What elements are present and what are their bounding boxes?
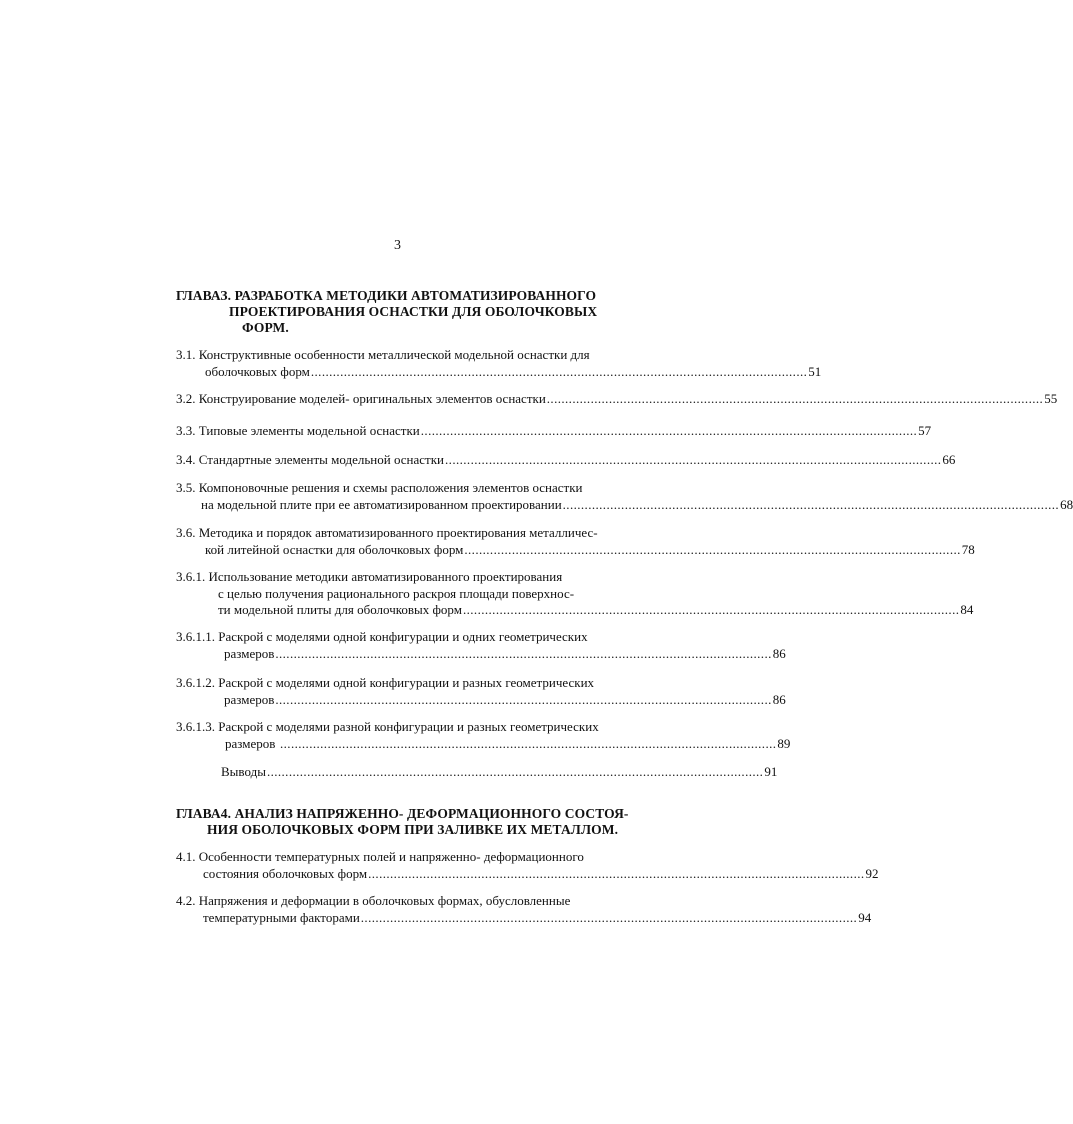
toc-entry-3-6-1-2 (176, 675, 786, 708)
toc-entry-3-6 (176, 525, 975, 558)
page-number: 3 (394, 238, 401, 253)
dot-leader: ........................................................................................................................................ (275, 645, 772, 661)
toc-label: на модельной плите при ее автоматизированном проектировании (201, 496, 562, 512)
toc-label: оболочковых форм (205, 363, 310, 379)
dot-leader: ........................................................................................................................................ (464, 541, 961, 557)
toc-line: 3.6.1.2. Раскрой с моделями одной конфигурации и разных геометрических (176, 675, 595, 690)
toc-entry-conclusions (176, 764, 778, 781)
toc-page: 66 (942, 452, 956, 467)
dot-leader: ........................................................................................................................................ (275, 691, 772, 707)
chapter-4-heading (176, 806, 646, 838)
toc-label: ти модельной плиты для оболочковых форм (218, 602, 462, 618)
toc-label: размеров (225, 735, 276, 751)
toc-label: 3.2. Конструирование моделей- оригинальных элементов оснастки (176, 391, 546, 406)
toc-entry-3-3 (176, 423, 932, 440)
toc-page: 55 (1044, 391, 1058, 406)
dot-leader: ........................................................................................................................................ (276, 735, 777, 751)
toc-label: состояния оболочковых форм (203, 865, 368, 881)
toc-line: 3.1. Конструктивные особенности металлической модельной оснастки для (176, 347, 590, 362)
toc-page: 91 (764, 764, 778, 779)
toc-line: 3.5. Компоновочные решения и схемы расположения элементов оснастки (176, 480, 583, 495)
toc-page: 92 (865, 865, 879, 881)
toc-entry-3-5 (176, 480, 1073, 513)
toc-label: кой литейной оснастки для оболочковых форм (205, 541, 464, 557)
toc-page: 94 (858, 909, 872, 925)
toc-line: 3.6.1.1. Раскрой с моделями одной конфигурации и одних геометрических (176, 629, 588, 644)
toc-line: 4.2. Напряжения и деформации в оболочковых формах, обусловленные (176, 893, 571, 908)
toc-entry-3-1 (176, 347, 822, 380)
toc-label: температурными факторами (203, 909, 360, 925)
toc-line: 3.6.1.3. Раскрой с моделями разной конфигурации и разных геометрических (176, 719, 599, 734)
chapter-4-heading-line: ГЛАВА4. АНАЛИЗ НАПРЯЖЕННО- ДЕФОРМАЦИОННОГО СОСТОЯ- (176, 806, 629, 821)
toc-line: 4.1. Особенности температурных полей и напряженно- деформационного (176, 849, 584, 864)
toc-line: 3.6. Методика и порядок автоматизированного проектирования металличес- (176, 525, 598, 540)
toc-entry-3-4 (176, 452, 956, 469)
chapter-4-heading-line: НИЯ ОБОЛОЧКОВЫХ ФОРМ ПРИ ЗАЛИВКЕ ИХ МЕТАЛЛОМ. (207, 822, 619, 837)
toc-label: 3.3. Типовые элементы модельной оснастки (176, 423, 420, 438)
toc-page: 86 (772, 691, 786, 707)
toc-entry-4-2 (176, 893, 872, 926)
dot-leader: ........................................................................................................................................ (445, 452, 942, 467)
chapter-3-heading-line: ФОРМ. (242, 320, 289, 335)
toc-label: 3.4. Стандартные элементы модельной оснастки (176, 452, 445, 467)
toc-page: 68 (1060, 496, 1073, 512)
toc-label: размеров (224, 691, 275, 707)
dot-leader: ........................................................................................................................................ (266, 764, 764, 779)
chapter-3-heading (176, 288, 646, 336)
toc-page: 84 (960, 602, 974, 618)
dot-leader: ........................................................................................................................................ (562, 496, 1060, 512)
toc-page: 51 (808, 363, 822, 379)
toc-page: 57 (918, 423, 932, 438)
dot-leader: ........................................................................................................................................ (368, 865, 865, 881)
toc-label: размеров (224, 645, 275, 661)
toc-page: 78 (961, 541, 975, 557)
toc-label: Выводы (221, 764, 266, 779)
dot-leader: ........................................................................................................................................ (360, 909, 858, 925)
toc-line: с целью получения рационального раскроя площади поверхнос- (218, 585, 575, 601)
toc-line: 3.6.1. Использование методики автоматизированного проектирования (176, 569, 563, 584)
dot-leader: ........................................................................................................................................ (420, 423, 918, 438)
toc-entry-3-6-1-1 (176, 629, 786, 662)
toc-entry-4-1 (176, 849, 879, 882)
toc-entry-3-6-1 (176, 569, 974, 619)
toc-page: 89 (777, 735, 791, 751)
dot-leader: ........................................................................................................................................ (310, 363, 808, 379)
dot-leader: ........................................................................................................................................ (462, 602, 960, 618)
chapter-3-heading-line: ГЛАВАЗ. РАЗРАБОТКА МЕТОДИКИ АВТОМАТИЗИРОВАННОГО (176, 288, 597, 303)
toc-entry-3-6-1-3 (176, 719, 791, 752)
chapter-3-heading-line: ПРОЕКТИРОВАНИЯ ОСНАСТКИ ДЛЯ ОБОЛОЧКОВЫХ (229, 304, 598, 319)
toc-page: 86 (772, 645, 786, 661)
toc-entry-3-2 (176, 391, 1058, 408)
dot-leader: ........................................................................................................................................ (546, 391, 1044, 406)
